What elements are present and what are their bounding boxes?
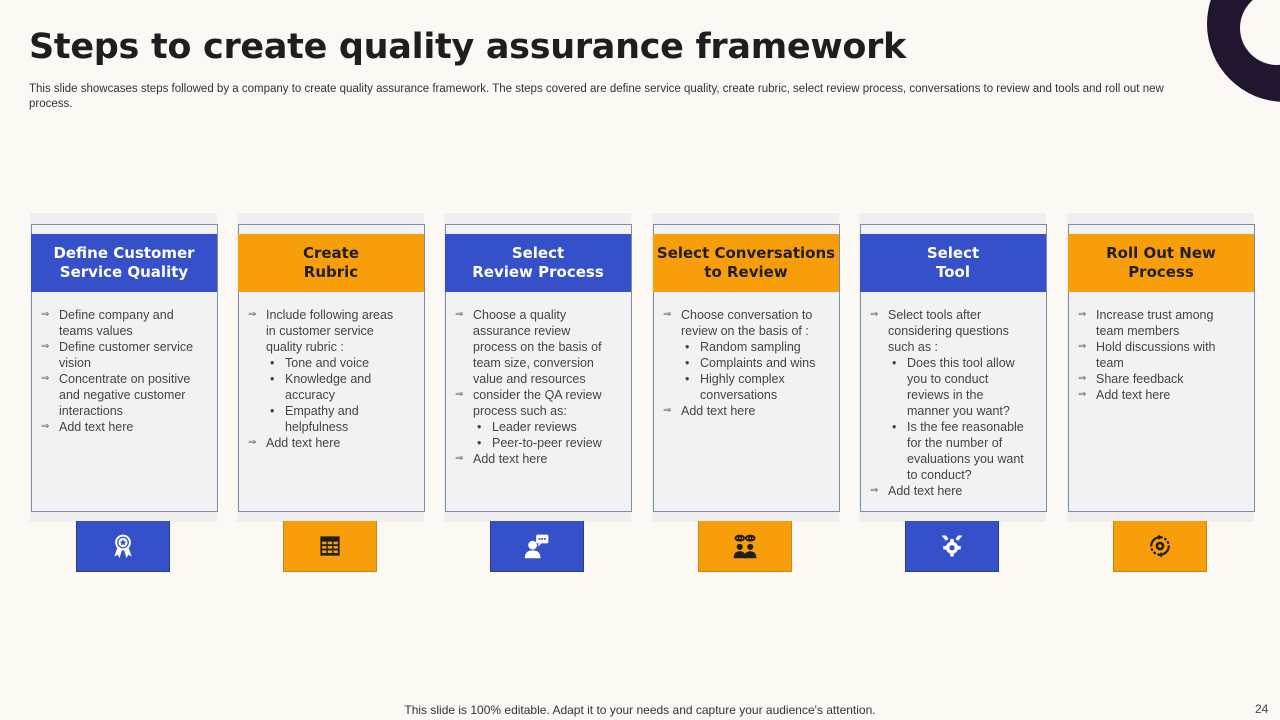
step-card-body [41,307,199,435]
step-item: ⇒ Add text here [1078,387,1236,403]
step-item: ⇒ Select tools after considering questions such as : [870,307,1028,355]
step-item: ⇒ Share feedback [1078,371,1236,387]
award-ribbon-icon [109,532,137,560]
step-sub-item: • Peer-to-peer review [455,435,613,451]
step-item: ⇒ Increase trust among team members [1078,307,1236,339]
tools-gear-icon [938,532,966,560]
step-card-header: Define Customer Service Quality [31,234,217,292]
step-item: ⇒ Define company and teams values [41,307,199,339]
step-card-header: Select Review Process [445,234,631,292]
slide-title: Steps to create quality assurance framework [29,27,907,67]
table-grid-icon [316,532,344,560]
step-card-body [663,307,821,419]
step-card-header: Roll Out New Process [1068,234,1254,292]
step-item: ⇒ Add text here [663,403,821,419]
step-sub-item: • Highly complex conversations [663,371,821,403]
step-item: ⇒ Choose a quality assurance review process on the basis of team size, conversion value and resources [455,307,613,387]
step-card-header: Create Rubric [238,234,424,292]
step-icon-box [76,521,170,572]
step-sub-item: • Random sampling [663,339,821,355]
step-item: ⇒ Add text here [455,451,613,467]
step-item: ⇒ Concentrate on positive and negative customer interactions [41,371,199,419]
step-item: ⇒ Define customer service vision [41,339,199,371]
step-item: ⇒ Add text here [870,483,1028,499]
step-icon-box [490,521,584,572]
step-card-body [248,307,406,451]
step-sub-item: • Complaints and wins [663,355,821,371]
step-sub-item: • Knowledge and accuracy [248,371,406,403]
step-item: ⇒ Include following areas in customer service quality rubric : [248,307,406,355]
step-sub-item: • Empathy and helpfulness [248,403,406,435]
step-sub-item: • Tone and voice [248,355,406,371]
step-item: ⇒ consider the QA review process such as: [455,387,613,419]
step-card-header: Select Tool [860,234,1046,292]
step-icon-box [1113,521,1207,572]
user-chat-icon [523,532,551,560]
conversation-people-icon [731,532,759,560]
page-number: 24 [1255,702,1269,716]
step-sub-item: • Is the fee reasonable for the number of evaluations you want to conduct? [870,419,1028,483]
step-item: ⇒ Hold discussions with team [1078,339,1236,371]
slide-subtitle: This slide showcases steps followed by a company to create quality assurance framework. The steps covered are define service quality, create rubric, select review process, conversations to review and tools and roll out new process. [29,83,1164,110]
step-icon-box [283,521,377,572]
cycle-gear-icon [1146,532,1174,560]
step-item: ⇒ Add text here [41,419,199,435]
step-card-body [455,307,613,467]
step-card-header: Select Conversations to Review [653,234,839,292]
step-card-body [870,307,1028,499]
step-icon-box [905,521,999,572]
step-item: ⇒ Choose conversation to review on the basis of : [663,307,821,339]
step-icon-box [698,521,792,572]
step-sub-item: • Does this tool allow you to conduct reviews in the manner you want? [870,355,1028,419]
step-item: ⇒ Add text here [248,435,406,451]
footer-note: This slide is 100% editable. Adapt it to your needs and capture your audience's attention. [404,703,876,717]
step-sub-item: • Leader reviews [455,419,613,435]
step-card-body [1078,307,1236,403]
